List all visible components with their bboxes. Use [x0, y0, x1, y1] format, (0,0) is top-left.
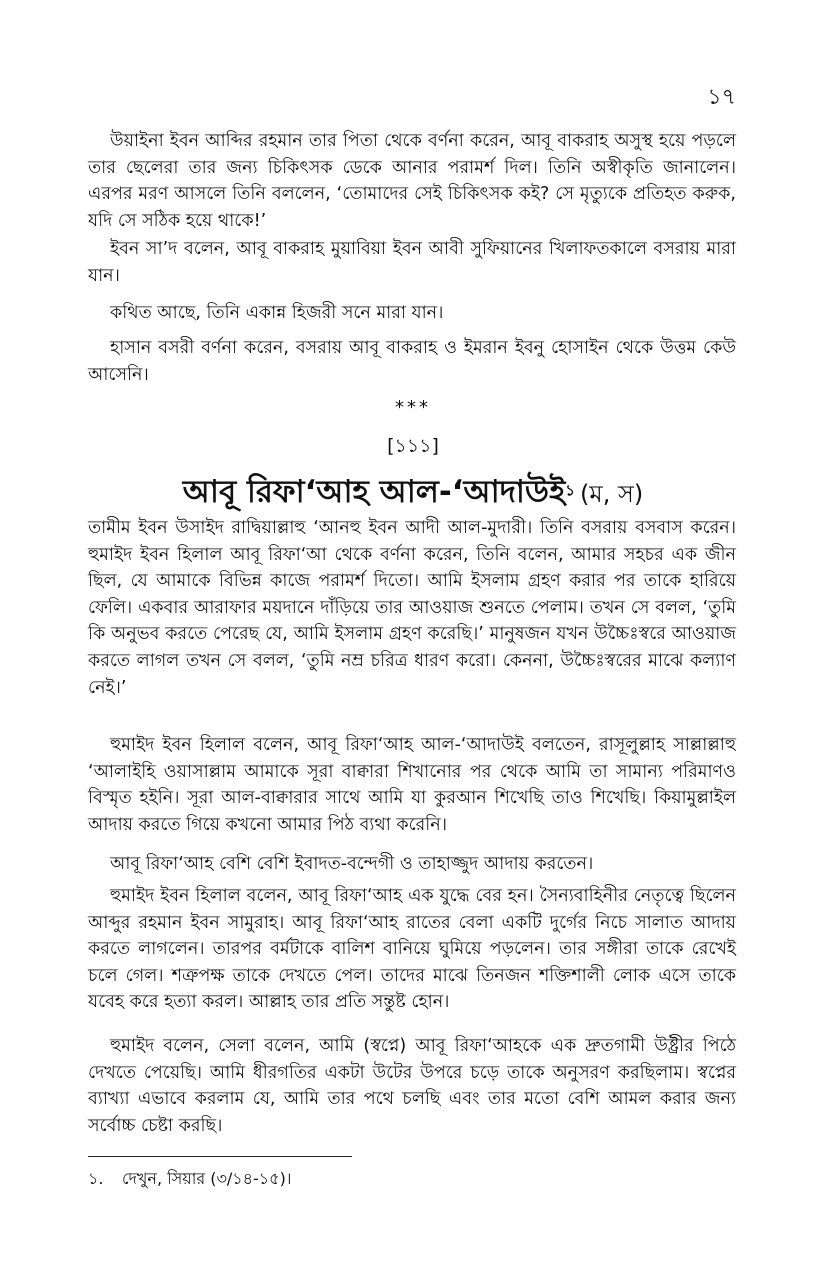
body-paragraph: হুমাইদ ইবন হিলাল বলেন, আবূ রিফা‘আহ এক যুদ্ধে বের হন। সৈন্যবাহিনীর নেতৃত্বে ছিলেন আব্দুর রহমান ইবন সামুরাহ। আবূ রিফা‘আহ রাতের বেলা একটি দুর্গের নিচে সালাত আদায় করতে লাগলেন। তারপর বর্মটাকে বালিশ বানিয়ে ঘুমিয়ে পড়লেন। তার সঙ্গীরা তাকে রেখেই চলে গেল। শত্রুপক্ষ তাকে দেখতে পেল। তাদের মাঝে তিনজন শক্তিশালী লোক এসে তাকে যবেহ করে হত্যা করল। আল্লাহ তার প্রতি সন্তুষ্ট হোন। — [88, 886, 736, 1013]
intro-paragraph: ইবন সা’দ বলেন, আবূ বাকরাহ মুয়াবিয়া ইবন আবী সুফিয়ানের খিলাফতকালে বসরায় মারা যান। — [88, 239, 736, 286]
footnote-divider — [88, 1156, 352, 1157]
body-paragraph: আবূ রিফা‘আহ বেশি বেশি ইবাদত-বন্দেগী ও তাহাজ্জুদ আদায় করতেন। — [110, 854, 594, 874]
footnote — [88, 1166, 292, 1193]
section-heading — [0, 468, 826, 520]
section-title: আবূ রিফা‘আহ আল-‘আদাউই — [182, 474, 566, 510]
footnote-text: দেখুন, সিয়ার (৩/১৪-১৫)। — [122, 1169, 292, 1188]
intro-paragraph: হাসান বসরী বর্ণনা করেন, বসরায় আবূ বাকরাহ ও ইমরান ইবনু হোসাইন থেকে উত্তম কেউ আসেনি। — [88, 338, 736, 385]
intro-paragraph: উয়াইনা ইবন আব্দির রহমান তার পিতা থেকে বর্ণনা করেন, আবূ বাকরাহ অসুস্থ হয়ে পড়লে তার ছেলেরা তার জন্য চিকিৎসক ডেকে আনার পরামর্শ দিল। তিনি অস্বীকৃতি জানালেন। এরপর মরণ আসলে তিনি বললেন, ‘তোমাদের সেই চিকিৎসক কই? সে মৃত্যুকে প্রতিহত করুক, যদি সে সঠিক হয়ে থাকে!’ — [88, 131, 736, 231]
page-number: ১৭ — [707, 85, 736, 110]
section-number: [১১১] — [387, 435, 439, 457]
section-tag: (ম, স) — [580, 480, 644, 508]
body-paragraph: তামীম ইবন উসাইদ রাদ্বিয়াল্লাহু ‘আনহু ইবন আদী আল-মুদারী। তিনি বসরায় বসবাস করেন। হুমাইদ ইবন হিলাল আবূ রিফা‘আ থেকে বর্ণনা করেন, তিনি বলেন, আমার সহচর এক জীন ছিল, যে আমাকে বিভিন্ন কাজে পরামর্শ দিতো। আমি ইসলাম গ্রহণ করার পর তাকে হারিয়ে ফেলি। একবার আরাফার ময়দানে দাঁড়িয়ে তার আওয়াজ শুনতে পেলাম। তখন সে বলল, ‘তুমি কি অনুভব করতে পেরেছ যে, আমি ইসলাম গ্রহণ করেছি।’ মানুষজন যখন উচ্চৈঃস্বরে আওয়াজ করতে লাগল তখন সে বলল, ‘তুমি নম্র চরিত্র ধারণ করো। কেননা, উচ্চৈঃস্বরের মাঝে কল্যাণ নেই।’ — [88, 518, 736, 698]
section-separator: *** — [395, 397, 431, 418]
footnote-marker: ১ — [565, 481, 575, 500]
intro-paragraph: কথিত আছে, তিনি একান্ন হিজরী সনে মারা যান। — [110, 303, 444, 323]
body-paragraph: হুমাইদ ইবন হিলাল বলেন, আবূ রিফা‘আহ আল-‘আদাউই বলতেন, রাসূলুল্লাহ সাল্লাল্লাহু ‘আলাইহি ওয়াসাল্লাম আমাকে সূরা বাক্বারা শিখানোর পর থেকে আমি তা সামান্য পরিমাণও বিস্মৃত হইনি। সূরা আল-বাক্বারার সাথে আমি যা কুরআন শিখেছি তাও শিখেছি। কিয়ামুল্লাইল আদায় করতে গিয়ে কখনো আমার পিঠ ব্যথা করেনি। — [88, 735, 736, 835]
footnote-number: ১. — [88, 1169, 104, 1188]
body-paragraph: হুমাইদ বলেন, সেলা বলেন, আমি (স্বপ্নে) আবূ রিফা‘আহকে এক দ্রুতগামী উষ্ট্রীর পিঠে দেখতে পেয়েছি। আমি ধীরগতির একটা উটের উপরে চড়ে তাকে অনুসরণ করছিলাম। স্বপ্নের ব্যাখ্যা এভাবে করলাম যে, আমি তার পথে চলছি এবং তার মতো বেশি আমল করার জন্য সর্বোচ্চ চেষ্টা করছি। — [88, 1036, 736, 1136]
